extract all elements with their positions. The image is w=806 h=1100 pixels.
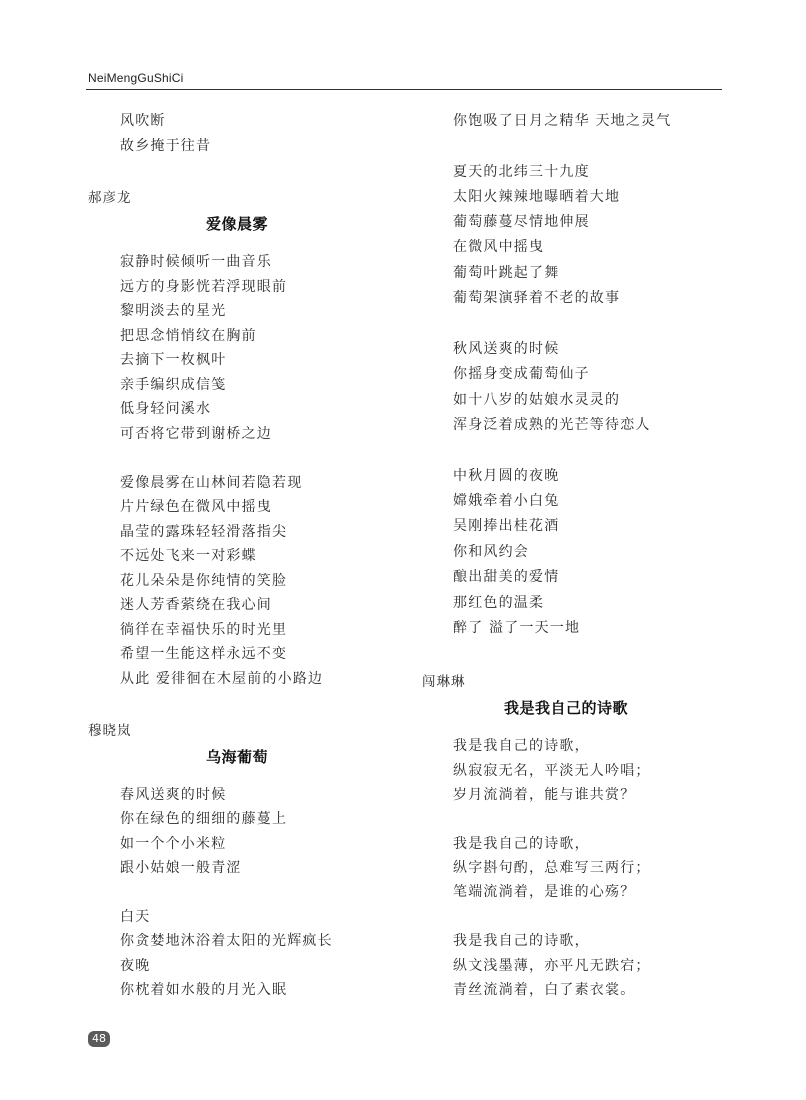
poem-line: 葡萄架演驿着不老的故事 bbox=[453, 290, 621, 306]
poem-line: 黎明淡去的星光 bbox=[120, 303, 227, 319]
poem-line: 吴刚捧出桂花酒 bbox=[453, 518, 560, 534]
poem-author: 穆晓岚 bbox=[88, 723, 132, 739]
poem-line: 秋风送爽的时候 bbox=[453, 341, 560, 357]
poem-line: 春风送爽的时候 bbox=[120, 787, 227, 803]
poem-line: 纵文浅墨薄，亦平凡无跌宕； bbox=[453, 958, 651, 974]
poem-author: 郝彦龙 bbox=[88, 190, 132, 206]
poem-line: 嫦娥牵着小白兔 bbox=[453, 493, 560, 509]
page-number: 48 bbox=[88, 1031, 110, 1047]
poem-line: 白天 bbox=[120, 909, 151, 925]
poem-line: 不远处飞来一对彩蝶 bbox=[120, 548, 257, 564]
poem-author: 闯琳琳 bbox=[422, 674, 466, 690]
header-rule bbox=[86, 89, 722, 90]
poem-line: 花儿朵朵是你纯情的笑脸 bbox=[120, 573, 288, 589]
poem-line: 徜徉在幸福快乐的时光里 bbox=[120, 622, 288, 638]
poem-line: 夜晚 bbox=[120, 958, 151, 974]
poem-line: 从此 爱徘徊在木屋前的小路边 bbox=[120, 671, 324, 687]
poem-line: 希望一生能这样永远不变 bbox=[120, 646, 288, 662]
poem-line: 如十八岁的姑娘水灵灵的 bbox=[453, 392, 621, 408]
poem-line: 青丝流淌着，白了素衣裳。 bbox=[453, 982, 636, 998]
poem-line: 片片绿色在微风中摇曳 bbox=[120, 499, 272, 515]
poem-title: 爱像晨雾 bbox=[206, 215, 269, 233]
poem-line: 迷人芳香萦绕在我心间 bbox=[120, 597, 272, 613]
poem-line: 纵字斟句酌，总难写三两行； bbox=[453, 860, 651, 876]
poem-line: 醉了 溢了一天一地 bbox=[453, 620, 581, 636]
poem-line: 跟小姑娘一般青涩 bbox=[120, 860, 242, 876]
poem-line: 浑身泛着成熟的光芒等待恋人 bbox=[453, 417, 651, 433]
poem-line: 岁月流淌着，能与谁共赏？ bbox=[453, 787, 636, 803]
poem-line: 在微风中摇曳 bbox=[453, 239, 545, 255]
poem-line: 你和风约会 bbox=[453, 544, 529, 560]
poem-line: 你枕着如水般的月光入眠 bbox=[120, 982, 288, 998]
poem-line: 夏天的北纬三十九度 bbox=[453, 164, 590, 180]
poem-line: 我是我自己的诗歌， bbox=[453, 738, 590, 754]
poem-line: 亲手编织成信笺 bbox=[120, 377, 227, 393]
poem-line: 太阳火辣辣地曝晒着大地 bbox=[453, 189, 621, 205]
poem-line: 你在绿色的细细的藤蔓上 bbox=[120, 811, 288, 827]
poem-line: 纵寂寂无名，平淡无人吟唱； bbox=[453, 763, 651, 779]
poem-line: 我是我自己的诗歌， bbox=[453, 836, 590, 852]
poem-title: 乌海葡萄 bbox=[206, 748, 269, 766]
poem-line: 你贪婪地沐浴着太阳的光辉疯长 bbox=[120, 933, 333, 949]
poem-line: 葡萄藤蔓尽情地伸展 bbox=[453, 214, 590, 230]
poem-line: 风吹断 bbox=[120, 113, 166, 129]
poem-line: 故乡掩于往昔 bbox=[120, 138, 212, 154]
poem-line: 我是我自己的诗歌， bbox=[453, 933, 590, 949]
poem-title: 我是我自己的诗歌 bbox=[504, 699, 629, 717]
poem-line: 如一个个小米粒 bbox=[120, 836, 227, 852]
poem-line: 把思念悄悄纹在胸前 bbox=[120, 328, 257, 344]
poem-line: 你摇身变成葡萄仙子 bbox=[453, 366, 590, 382]
poem-line: 可否将它带到谢桥之边 bbox=[120, 426, 272, 442]
poem-line: 晶莹的露珠轻轻滑落指尖 bbox=[120, 524, 288, 540]
poem-line: 爱像晨雾在山林间若隐若现 bbox=[120, 475, 303, 491]
poem-line: 低身轻问溪水 bbox=[120, 401, 212, 417]
poem-line: 那红色的温柔 bbox=[453, 595, 545, 611]
poem-line: 酿出甜美的爱情 bbox=[453, 569, 560, 585]
running-header: NeiMengGuShiCi bbox=[88, 71, 184, 85]
poem-line: 葡萄叶跳起了舞 bbox=[453, 265, 560, 281]
poem-line: 寂静时候倾听一曲音乐 bbox=[120, 254, 272, 270]
poem-line: 笔端流淌着，是谁的心殇？ bbox=[453, 884, 636, 900]
poem-line: 你饱吸了日月之精华 天地之灵气 bbox=[453, 113, 672, 129]
poem-line: 远方的身影恍若浮现眼前 bbox=[120, 279, 288, 295]
poem-line: 去摘下一枚枫叶 bbox=[120, 352, 227, 368]
poem-line: 中秋月圆的夜晚 bbox=[453, 468, 560, 484]
